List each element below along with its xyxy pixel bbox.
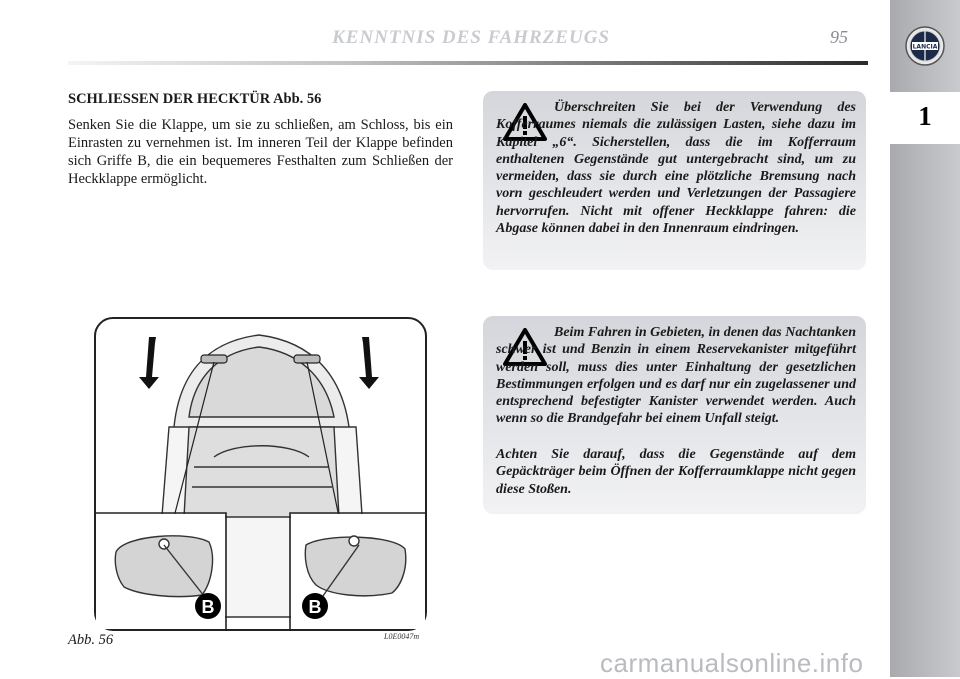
page-number: 95 bbox=[830, 27, 848, 47]
svg-text:B: B bbox=[201, 597, 215, 617]
svg-text:LANCIA: LANCIA bbox=[912, 43, 938, 51]
figure-caption: Abb. 56 bbox=[68, 632, 114, 648]
warning-box-fuel bbox=[483, 316, 866, 514]
figure-code: L0E0047m bbox=[384, 632, 420, 641]
chapter-indicator bbox=[890, 92, 960, 144]
callout-b-right bbox=[302, 593, 328, 619]
running-header-title: KENNTNIS DES FAHRZEUGS bbox=[332, 27, 610, 48]
warning-box-load bbox=[483, 91, 866, 270]
svg-text:B: B bbox=[308, 597, 322, 617]
figure-tailgate-illustration bbox=[94, 317, 427, 631]
warning-text-fuel: Beim Fahren in Gebieten, in denen das Nachtanken schwer ist und Benzin in einem Reservekanister mitgeführt werden soll, muss dies unter Einhaltung der gesetzlichen Bestimmungen erfolgen und es darf nur ein zugelassener und entsprechend befestigter Kanister verwendet werden. Auch wenn so die Brandgefahr bei einem Unfall steigt. bbox=[496, 325, 856, 427]
warning-text-load: Überschreiten Sie bei der Verwendung des Kofferraumes niemals die zulässigen Lasten, siehe dazu im Kapitel „6“. Sicherstellen, dass die im Kofferraum enthaltenen Gegenstände gut untergebracht sind, um zu vermeiden, dass sie durch eine plötzliche Bremsung nach vorn geschleudert werden und Verletzungen der Passagiere hervorrufen. Nicht mit offener Heckklappe fahren: die Abgase können dabei in den Innenraum eindringen. bbox=[496, 100, 856, 237]
lancia-logo-icon bbox=[905, 26, 945, 66]
chapter-number: 1 bbox=[918, 101, 932, 131]
section-heading: SCHLIESSEN DER HECKTÜR Abb. 56 bbox=[68, 91, 322, 107]
warning-text-luggage: Achten Sie darauf, dass die Gegenstände auf dem Gepäckträger beim Öffnen der Kofferraumklappe nicht gegen diese Stoßen. bbox=[496, 447, 856, 497]
callout-b-left bbox=[195, 593, 221, 619]
watermark-text: carmanualsonline.info bbox=[600, 648, 864, 678]
header-rule bbox=[68, 61, 868, 65]
section-body: Senken Sie die Klappe, um sie zu schließen, am Schloss, bis ein Einrasten zu vernehmen ist. Im inneren Teil der Klappe befinden sich Griffe B, die ein bequemeres Festhalten zum Schließen der Heckklappe ermöglicht. bbox=[68, 117, 453, 187]
